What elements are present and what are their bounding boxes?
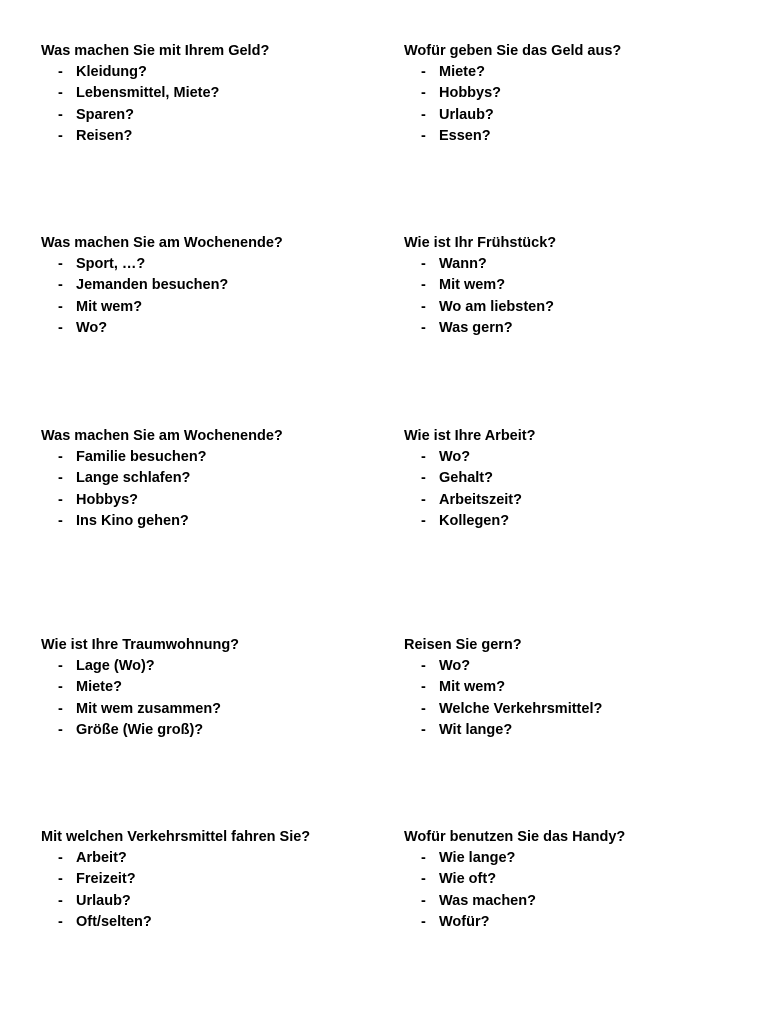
list-item-text: Arbeit?	[76, 850, 127, 866]
bullet-dash: -	[421, 700, 426, 717]
question-card-money	[41, 41, 381, 147]
card-title: Wie ist Ihr Frühstück?	[404, 235, 557, 251]
list-item-text: Wo?	[76, 319, 108, 336]
list-item-text: Lange schlafen?	[76, 470, 191, 487]
list-item	[41, 848, 381, 869]
bullet-dash: -	[58, 913, 63, 930]
list-item	[41, 468, 381, 489]
list-item	[41, 447, 381, 468]
bullet-dash: -	[421, 449, 426, 465]
list-item	[404, 656, 744, 677]
list-item-text: Sparen?	[76, 106, 135, 123]
list-item-text: Wofür?	[439, 913, 490, 930]
list-item	[41, 677, 381, 698]
list-item-text: Oft/selten?	[76, 913, 152, 930]
card-list	[41, 848, 381, 933]
bullet-dash: -	[58, 277, 63, 294]
list-item-text: Kleidung?	[76, 64, 147, 80]
list-item	[41, 254, 381, 275]
bullet-dash: -	[421, 64, 426, 80]
list-item	[404, 677, 744, 698]
list-item	[404, 83, 744, 104]
list-item-text: Mit wem zusammen?	[76, 700, 222, 717]
bullet-dash: -	[58, 64, 63, 80]
list-item	[404, 511, 744, 532]
list-item	[404, 318, 744, 339]
bullet-dash: -	[421, 679, 426, 696]
list-item-text: Hobbys?	[76, 491, 139, 508]
bullet-dash: -	[58, 491, 63, 508]
list-item-text: Reisen?	[76, 127, 133, 144]
bullet-dash: -	[421, 127, 426, 144]
bullet-dash: -	[58, 256, 63, 272]
bullet-dash: -	[421, 871, 426, 888]
list-item-text: Miete?	[76, 679, 122, 696]
card-title: Wofür geben Sie das Geld aus?	[404, 43, 622, 59]
bullet-dash: -	[421, 277, 426, 294]
list-item-text: Jemanden besuchen?	[76, 277, 229, 294]
bullet-dash: -	[421, 106, 426, 123]
list-item-text: Gehalt?	[439, 470, 493, 487]
bullet-dash: -	[421, 892, 426, 909]
card-title: Was machen Sie mit Ihrem Geld?	[41, 43, 270, 59]
list-item	[404, 105, 744, 126]
list-item-text: Hobbys?	[439, 85, 502, 102]
bullet-dash: -	[58, 892, 63, 909]
card-list	[41, 254, 381, 339]
list-item-text: Mit wem?	[439, 277, 506, 294]
list-item	[404, 490, 744, 511]
list-item-text: Sport, …?	[76, 256, 146, 272]
list-item	[404, 699, 744, 720]
bullet-dash: -	[421, 298, 426, 315]
bullet-dash: -	[421, 721, 426, 738]
list-item-text: Wann?	[439, 256, 487, 272]
list-item-text: Was machen?	[439, 892, 536, 909]
question-card-weekend-1	[41, 233, 381, 339]
list-item-text: Mit wem?	[76, 298, 143, 315]
list-item	[404, 468, 744, 489]
bullet-dash: -	[421, 470, 426, 487]
list-item	[41, 318, 381, 339]
bullet-dash: -	[58, 512, 63, 529]
bullet-dash: -	[421, 658, 426, 674]
list-item-text: Urlaub?	[76, 892, 131, 909]
bullet-dash: -	[58, 871, 63, 888]
bullet-dash: -	[58, 85, 63, 102]
bullet-dash: -	[58, 700, 63, 717]
list-item-text: Lage (Wo)?	[76, 658, 155, 674]
list-item	[41, 62, 381, 83]
bullet-dash: -	[421, 491, 426, 508]
list-item	[41, 699, 381, 720]
list-item	[41, 83, 381, 104]
bullet-dash: -	[58, 127, 63, 144]
list-item	[41, 720, 381, 741]
card-title: Was machen Sie am Wochenende?	[41, 428, 283, 444]
list-item-text: Miete?	[439, 64, 485, 80]
card-title: Mit welchen Verkehrsmittel fahren Sie?	[41, 829, 311, 845]
card-title: Wie ist Ihre Traumwohnung?	[41, 637, 240, 653]
bullet-dash: -	[421, 256, 426, 272]
list-item	[404, 869, 744, 890]
list-item-text: Urlaub?	[439, 106, 494, 123]
card-list	[41, 656, 381, 741]
card-list	[404, 447, 744, 532]
list-item	[404, 126, 744, 147]
list-item-text: Welche Verkehrsmittel?	[439, 700, 603, 717]
list-item-text: Essen?	[439, 127, 491, 144]
list-item-text: Mit wem?	[439, 679, 506, 696]
card-title: Was machen Sie am Wochenende?	[41, 235, 283, 251]
list-item	[404, 275, 744, 296]
list-item-text: Kollegen?	[439, 512, 510, 529]
list-item	[404, 848, 744, 869]
list-item-text: Was gern?	[439, 319, 513, 336]
question-card-work	[404, 426, 744, 532]
question-card-travel	[404, 635, 744, 741]
list-item-text: Freizeit?	[76, 871, 136, 888]
list-item-text: Lebensmittel, Miete?	[76, 85, 220, 102]
card-list	[404, 62, 744, 147]
card-list	[41, 62, 381, 147]
list-item-text: Wie lange?	[439, 850, 516, 866]
bullet-dash: -	[58, 319, 63, 336]
list-item	[404, 62, 744, 83]
list-item	[404, 720, 744, 741]
list-item-text: Wit lange?	[439, 721, 513, 738]
bullet-dash: -	[421, 850, 426, 866]
bullet-dash: -	[421, 85, 426, 102]
bullet-dash: -	[421, 319, 426, 336]
list-item-text: Wo?	[439, 449, 471, 465]
card-list	[404, 254, 744, 339]
question-card-spending	[404, 41, 744, 147]
list-item	[404, 447, 744, 468]
question-card-breakfast	[404, 233, 744, 339]
list-item	[404, 297, 744, 318]
bullet-dash: -	[58, 449, 63, 465]
bullet-dash: -	[421, 512, 426, 529]
card-list	[404, 848, 744, 933]
list-item	[41, 511, 381, 532]
list-item-text: Wo?	[439, 658, 471, 674]
list-item	[41, 891, 381, 912]
list-item	[404, 254, 744, 275]
list-item-text: Arbeitszeit?	[439, 491, 522, 508]
list-item	[41, 912, 381, 933]
question-card-transport	[41, 827, 381, 933]
question-card-phone	[404, 827, 744, 933]
question-card-weekend-2	[41, 426, 381, 532]
list-item	[41, 490, 381, 511]
card-list	[404, 656, 744, 741]
list-item-text: Wo am liebsten?	[439, 298, 554, 315]
bullet-dash: -	[58, 106, 63, 123]
list-item	[41, 105, 381, 126]
list-item	[41, 656, 381, 677]
list-item	[404, 891, 744, 912]
bullet-dash: -	[58, 298, 63, 315]
list-item-text: Größe (Wie groß)?	[76, 721, 204, 738]
list-item	[404, 912, 744, 933]
list-item-text: Ins Kino gehen?	[76, 512, 189, 529]
bullet-dash: -	[421, 913, 426, 930]
card-title: Wofür benutzen Sie das Handy?	[404, 829, 626, 845]
card-list	[41, 447, 381, 532]
list-item-text: Wie oft?	[439, 871, 497, 888]
list-item	[41, 275, 381, 296]
card-title: Wie ist Ihre Arbeit?	[404, 428, 536, 444]
card-title: Reisen Sie gern?	[404, 637, 522, 653]
bullet-dash: -	[58, 721, 63, 738]
bullet-dash: -	[58, 658, 63, 674]
list-item	[41, 869, 381, 890]
question-card-dream-flat	[41, 635, 381, 741]
bullet-dash: -	[58, 850, 63, 866]
list-item	[41, 126, 381, 147]
bullet-dash: -	[58, 470, 63, 487]
bullet-dash: -	[58, 679, 63, 696]
list-item	[41, 297, 381, 318]
list-item-text: Familie besuchen?	[76, 449, 207, 465]
